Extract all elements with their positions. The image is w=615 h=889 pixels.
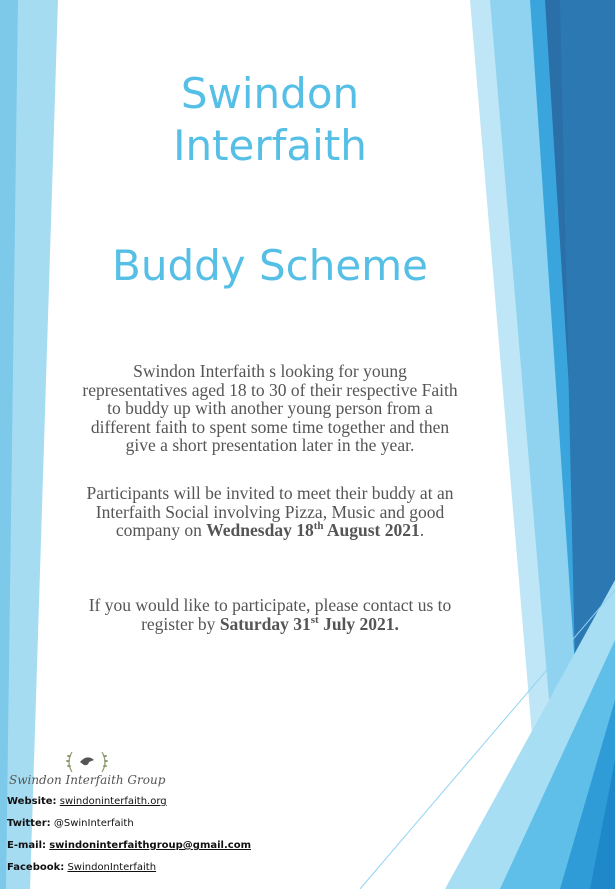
social-date-sup: th (313, 520, 324, 533)
title-swindon-interfaith (40, 68, 500, 172)
website-link[interactable]: swindoninterfaith.org (59, 796, 167, 807)
twitter-line (7, 818, 134, 829)
group-logo (7, 746, 187, 794)
facebook-label: Facebook: (7, 862, 65, 873)
paragraph-social (80, 484, 460, 540)
paragraph-intro: Swindon Interfaith s looking for young representatives aged 18 to 30 of their respective Faith to buddy up with another young person from a different faith to spent some time together and then give a short presentation later in the year. (82, 361, 458, 456)
email-label: E-mail: (7, 840, 47, 851)
email-link[interactable]: swindoninterfaithgroup@gmail.com (49, 840, 251, 851)
register-date-rest: July 2021. (318, 613, 399, 634)
paragraph-register-text: If you would like to participate, please contact us to register by (88, 595, 452, 634)
register-date (220, 614, 399, 634)
dove-wreath-icon (62, 746, 112, 776)
twitter-handle: @SwinInterfaith (53, 818, 134, 829)
title-buddy-scheme: Buddy Scheme (112, 241, 428, 290)
social-date-day: Wednesday 18 (206, 520, 314, 541)
register-date-day: Saturday 31 (219, 613, 311, 634)
paragraph-register (80, 596, 460, 633)
social-date (206, 520, 420, 540)
paragraph-social-text: Participants will be invited to meet their buddy at an Interfaith Social involving Pizza, Music and good company on (86, 483, 454, 541)
title-line-1: Swindon (180, 69, 360, 118)
social-date-rest: August 2021 (323, 520, 420, 541)
title-line-2: Interfaith (173, 121, 367, 170)
paragraph-social-end: . (419, 520, 425, 541)
twitter-label: Twitter: (7, 818, 51, 829)
facebook-link[interactable]: SwindonInterfaith (67, 862, 157, 873)
logo-text: Swindon Interfaith Group (9, 773, 166, 787)
facebook-line (7, 862, 156, 873)
website-label: Website: (7, 796, 57, 807)
email-line (7, 840, 251, 851)
register-date-sup: st (310, 613, 319, 626)
website-line (7, 796, 167, 807)
